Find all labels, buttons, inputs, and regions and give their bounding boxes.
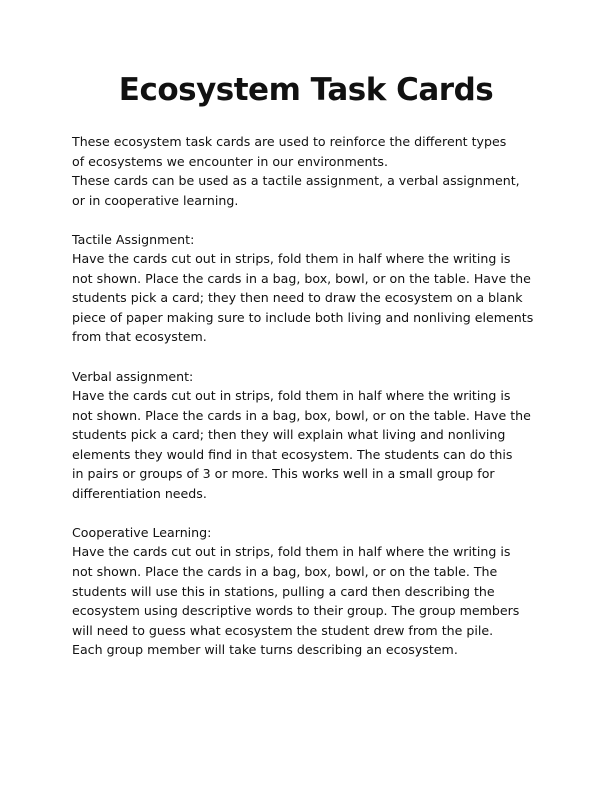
text-line: not shown. Place the cards in a bag, box, bowl, or on the table. Have the	[72, 407, 531, 423]
text-line: Each group member will take turns describing an ecosystem.	[72, 642, 458, 658]
tactile-section	[72, 230, 552, 347]
text-line: in pairs or groups of 3 or more. This works well in a small group for	[72, 466, 495, 482]
document-body	[72, 132, 552, 660]
text-line: Have the cards cut out in strips, fold them in half where the writing is	[72, 251, 511, 267]
verbal-section	[72, 367, 552, 504]
text-line: students will use this in stations, pulling a card then describing the	[72, 583, 495, 599]
text-line: not shown. Place the cards in a bag, box, bowl, or on the table. The	[72, 564, 498, 580]
text-line: students pick a card; they then need to draw the ecosystem on a blank	[72, 290, 523, 306]
text-line: not shown. Place the cards in a bag, box, bowl, or on the table. Have the	[72, 270, 531, 286]
text-line: elements they would find in that ecosystem. The students can do this	[72, 446, 513, 462]
cooperative-section	[72, 523, 552, 660]
text-line: These ecosystem task cards are used to reinforce the different types	[72, 134, 507, 149]
text-line: from that ecosystem.	[72, 329, 207, 345]
section-heading: Verbal assignment:	[72, 368, 194, 384]
text-line: Have the cards cut out in strips, fold them in half where the writing is	[72, 388, 511, 404]
text-line: Have the cards cut out in strips, fold them in half where the writing is	[72, 544, 511, 560]
section-heading: Tactile Assignment:	[72, 231, 195, 247]
text-line: or in cooperative learning.	[72, 192, 239, 208]
page-title: Ecosystem Task Cards	[118, 72, 494, 108]
text-line: These cards can be used as a tactile assignment, a verbal assignment,	[72, 173, 520, 189]
text-line: differentiation needs.	[72, 485, 207, 501]
text-line: piece of paper making sure to include both living and nonliving elements	[72, 309, 534, 325]
text-line: students pick a card; then they will explain what living and nonliving	[72, 427, 506, 443]
section-heading: Cooperative Learning:	[72, 524, 212, 540]
text-line: will need to guess what ecosystem the student drew from the pile.	[72, 622, 494, 638]
intro-paragraph	[72, 132, 552, 210]
text-line: ecosystem using descriptive words to their group. The group members	[72, 603, 520, 619]
text-line: of ecosystems we encounter in our environments.	[72, 153, 388, 169]
